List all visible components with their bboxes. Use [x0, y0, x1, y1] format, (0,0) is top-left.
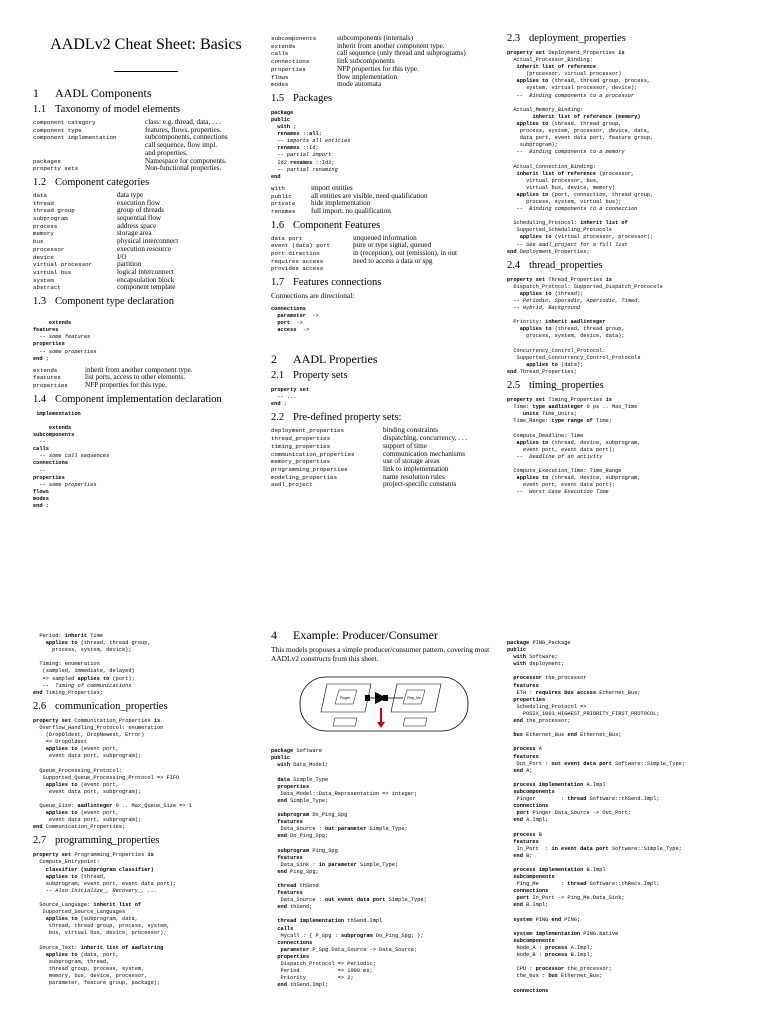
term-cell: data [33, 191, 47, 199]
term-cell: private [271, 200, 296, 208]
description-cell: in (reception), out (emission), in out [353, 249, 457, 258]
section-title: Taxonomy of model elements [55, 104, 180, 115]
package-keywords-table [271, 185, 428, 216]
description-cell: support of time [383, 441, 427, 450]
section-title: Features connections [293, 277, 382, 289]
categories-table [33, 192, 178, 292]
description-cell: unqueued information [353, 233, 417, 242]
title-rule [114, 71, 178, 72]
term-cell [33, 142, 145, 150]
description-cell: I/O [117, 252, 127, 261]
term-cell: timing_properties [271, 442, 331, 450]
section-number: 1.2 [33, 176, 47, 188]
term-cell: thread [33, 199, 54, 207]
deployment-properties-code: property set Deployment_Properties is Actual_Processor_Binding: inherit list of reference (processor, virtual processor) applies to (thread, thread group, process, system, virtual processor, device); -- Binding components to a processor Actual_Memory_Binding: inherit list of reference (memory) applies to (thread, thread group, process, system, processor, device, data, data port, event data port, feature group, subprogram); -- Binding components to a memory Actual_Connection_Binding: inherit list of reference (processor, virtual processor, bus, virtual bus, device, memory) applies to (port, connection, thread group, process, system, virtual bus); -- Binding components to a connection Scheduling_Protocol: inherit list of Supported_Scheduling_Protocols applies to (virtual processor, processor); -- See aadl_project for a full list end Deployment_Properties; [507, 50, 654, 255]
predefined-property-sets-table [271, 427, 467, 489]
features-table [271, 235, 457, 274]
thread-properties-code: property set Thread_Properties is Dispatch_Protocol: Supported_Dispatch_Protocols applies to (thread); -- Periodic, Sporadic, Aperiodic, Timed, -- Hybrid, Background Priority: inherit aadlinteger applies to (thread, thread group, process, system, device, data); Concurrency_Control_Protocol: Supported_Concurrency_Control_Protocols applies to (data); end Thread_Properties; [507, 276, 663, 375]
term-cell [33, 150, 145, 158]
description-cell: and properties. [145, 148, 188, 157]
section-1-4-heading [33, 394, 259, 406]
page1-column3 [507, 33, 741, 565]
section-2-5-heading [507, 380, 741, 392]
taxonomy-table [33, 119, 228, 173]
term-cell: renames [271, 207, 296, 215]
section-number: 2.4 [507, 259, 521, 271]
section-2-1-heading [271, 370, 497, 382]
description-cell: Namespace for components. [145, 156, 227, 165]
section-1-6-heading [271, 220, 497, 232]
description-cell: data type [117, 190, 144, 199]
description-cell: Non-functional properties. [145, 164, 222, 173]
page2-column2 [271, 628, 497, 1024]
description-cell: dispatching, concurrency, . . . [383, 434, 468, 443]
term-cell: subcomponents [271, 35, 317, 42]
ping-me-label: Ping_Me [407, 696, 421, 701]
ping-package-code: package PING_Package public with Software; with deployment; processor the_processor features ETH : requires bus access Ethernet_Bus; properties Scheduling_Protocol => POSIX_1003_HIGHEST_PRIORITY_FIRST_PROTOCOL; end the_processor; bus Ethernet_Bus end Ethernet_Bus; process A features Out_Port : out event data port Software::Simple_Type; end A; process implementation A.Impl subcomponents Pinger : thread Software::thSend.Impl; connections port Pinger.Data_Source -> Out_Port; end A.Impl; process B features In_Port : in event data port Software::Simple_Type; end B; process implementation B.Impl subcomponents Ping_Me : thread Software::thRecv.Impl; connections port In_Port -> Ping_Me.Data_Sink; end B.Impl; system PING end PING; system implementation PING.Native subcomponents Node_A : process A.Impl; Node_B : process B.Impl; CPU : processor the_processor; the_bus : bus Ethernet_Bus; connections [507, 640, 686, 994]
description-cell: physical interconnect [117, 237, 179, 246]
example-intro: This models proposes a simple producer/consumer pattern, covering most AADLv2 constructs from this sheet. [271, 645, 490, 663]
section-1-heading [33, 86, 259, 100]
term-cell: component implementation [33, 134, 117, 142]
producer-consumer-diagram [299, 674, 469, 734]
term-cell: calls [271, 50, 289, 58]
table-row [33, 215, 178, 223]
description-cell: communication mechanisms [383, 449, 466, 458]
term-cell: communication_properties [271, 450, 355, 458]
section-2-6-heading [33, 701, 259, 713]
term-cell: modeling_properties [271, 473, 338, 481]
document-title: AADLv2 Cheat Sheet: Basics [50, 36, 242, 53]
section-1-5-heading [271, 93, 497, 105]
property-set-code: property set -- ... end ; [271, 387, 310, 408]
table-row [271, 81, 466, 89]
description-cell: class: e.g. thread, data, . . . [145, 118, 222, 126]
table-row [33, 246, 178, 254]
table-row [33, 165, 228, 173]
connections-code: connections parameter -> port -> access -> [271, 305, 322, 334]
description-cell: list ports, access to other elements. [85, 373, 186, 382]
out-port-marker [365, 695, 370, 701]
section-number: 2 [271, 352, 277, 367]
term-cell: virtual bus [33, 268, 72, 276]
term-cell: bus [33, 238, 44, 246]
table-row [33, 254, 178, 262]
term-cell: programming_properties [271, 465, 348, 473]
term-cell: aadl_project [271, 481, 313, 489]
term-cell: component category [33, 119, 96, 126]
description-cell: need to access a data or spg [353, 256, 433, 265]
description-cell: all entities are visible, need qualification [311, 191, 428, 200]
term-cell: process [33, 222, 58, 230]
description-cell: encapsulation block [117, 275, 175, 284]
section-title: communication_properties [55, 700, 168, 712]
section-number: 2.1 [271, 370, 285, 382]
section-title: Component type declaration [55, 296, 174, 308]
table-row [33, 223, 178, 231]
section-1-3-heading [33, 296, 259, 308]
implementation-declaration-code: implementation extends subcomponents -- calls -- some call sequences connections -- properties -- some properties flows modes end ; [33, 410, 110, 510]
description-cell: address space [117, 221, 157, 230]
description-cell: subcomponents (internals) [337, 34, 414, 42]
term-cell: component type [33, 126, 82, 134]
term-cell: connections [271, 58, 310, 66]
term-cell: with [271, 184, 285, 192]
section-1-7-heading [271, 277, 497, 289]
section-title: Component Features [293, 219, 381, 231]
section-number: 2.5 [507, 380, 521, 392]
description-cell: component template [117, 283, 176, 292]
type-declaration-code: extends features -- some features properties -- some properties end ; [33, 320, 97, 362]
table-row [33, 284, 178, 292]
section-title: Property sets [293, 370, 348, 382]
processor-a-shape [333, 718, 357, 726]
section-2-heading [271, 352, 497, 366]
description-cell: NFP properties for this type. [337, 64, 419, 73]
section-number: 2.6 [33, 700, 47, 712]
description-cell: sequential flow [117, 214, 162, 223]
pinger-label: Pinger [339, 696, 351, 701]
section-number: 2.3 [507, 33, 521, 44]
type-keywords-table [33, 367, 193, 390]
section-number: 1 [33, 86, 39, 100]
description-cell: execution resource [117, 244, 172, 253]
section-title: Example: Producer/Consumer [293, 628, 438, 642]
term-cell: extends [33, 366, 58, 374]
section-title: Pre-defined property sets: [293, 412, 402, 424]
timing-properties-code-continued: Period: inherit Time applies to (thread, thread group, process, system, device); Timing: enumeration (sampled, immediate, delayed) => sampled applies to (port); -- Timing of communications end Timing_Properties; [33, 633, 151, 696]
term-cell: properties [33, 382, 68, 390]
table-row [33, 142, 228, 150]
term-cell: extends [271, 42, 296, 50]
page2-column1 [33, 628, 259, 1024]
programming-properties-code: property set Programming_Properties is Compute_Entrypoint: classifier (subprogram classifier) applies to (thread, subprogram, event port, event data port); -- Also Initialize_, Recovery_, ... Source_Language: inherit list of Supported_Source_Languages applies to (subprogram, data, thread, thread group, process, system, bus, virtual bus, device, processor); Source_Text: inherit list of aadlstring applies to (data, port, subprogram, thread, thread group, process, system, memory, bus, device, processor, parameter, feature group, package); [33, 852, 177, 987]
description-cell: partition [117, 260, 142, 269]
in-port-marker [383, 695, 388, 701]
description-cell: import entities [311, 183, 353, 192]
software-package-code: package Software public with Data_Model; data Simple_Type properties Data_Model::Data_Representation => integer; end Simple_Type; subprogram Do_Ping_Spg features Data_Source : out parameter Simple_Type; end Do_Ping_Spg; subprogram Ping_Spg features Data_Sink : in parameter Simple_Type; end Ping_Spg; thread thSend features Data_Source : out event data port Simple_Type; end thSend; thread implementation thSend.Impl calls Mycall : { P_Spg : subprogram Do_Ping_Spg; }; connections parameter P_Spg.Data_Source -> Data_Source; properties Dispatch_Protocol => Periodic; Period => 1000 ms; Priority => 2; end thSend.Impl; [271, 748, 427, 989]
term-cell: subprogram [33, 215, 68, 223]
term-cell: processor [33, 245, 65, 253]
description-cell: storage area [117, 229, 152, 238]
term-cell: memory_properties [271, 458, 331, 466]
description-cell: call sequence (only thread and subprograms) [337, 49, 466, 58]
term-cell: device [33, 253, 54, 261]
description-cell: pure or type signal, queued [353, 241, 432, 250]
description-cell: mode automata [337, 80, 382, 89]
timing-properties-code: property set Timing_Properties is Time: type aadlinteger 0 ps .. Max_Time units Time_Units; Time_Range: type range of Time; Compute_Deadline: Time applies to (thread, device, subprogram, event port, event data port); -- Deadline of an activity Compute_Execution_Time: Time_Range applies to (thread, device, subprogram, event port, event data port); -- Worst Case Execution Time [507, 397, 641, 496]
description-cell: link subcomponents [337, 57, 395, 66]
section-title: AADL Components [55, 86, 152, 100]
section-title: Packages [293, 92, 333, 104]
term-cell: virtual processor [33, 261, 93, 269]
description-cell: features, flows, properties. [145, 125, 222, 134]
term-cell: event (data) port [271, 242, 331, 250]
description-cell: link to implementation [383, 464, 449, 473]
section-2-3-heading [507, 33, 741, 45]
term-cell: memory [33, 230, 54, 238]
table-row [271, 208, 428, 216]
section-title: deployment_properties [529, 33, 626, 44]
connections-intro: Connections are directional: [271, 291, 355, 301]
page1-column1 [33, 33, 259, 565]
section-title: AADL Properties [293, 352, 378, 367]
section-number: 4 [271, 628, 277, 642]
section-number: 1.5 [271, 92, 285, 104]
section-number: 2.2 [271, 412, 285, 424]
section-title: Component implementation declaration [55, 393, 222, 405]
term-cell: properties [271, 65, 306, 73]
description-cell [353, 265, 457, 273]
description-cell: inherit from another component type. [85, 365, 193, 374]
description-cell: project-specific constants [383, 480, 457, 489]
section-2-4-heading [507, 260, 741, 272]
description-cell: call sequence, flow impl. [145, 141, 218, 150]
section-number: 1.3 [33, 296, 47, 308]
term-cell: thread_properties [271, 435, 331, 443]
communication-properties-code: property set Communication_Properties is Overflow_Handling_Protocol: enumeration (DropOldest, DropNewest, Error) => DropOldest applies to (event port, event data port, subprogram); Queue_Processing_Protocol: Supported_Queue_Processing_Protocol => FIFO applies to (event port, event data port, subprogram); Queue_Size: aadlinteger 0 .. Max_Queue_Size => 1 applies to (event port, event data port, subprogram); end Communication_Properties; [33, 717, 192, 831]
section-number: 1.7 [271, 277, 285, 289]
processor-b-shape [403, 718, 427, 726]
description-cell: hide implementation [311, 199, 371, 208]
description-cell: full import, no qualification [311, 206, 391, 215]
section-2-2-heading [271, 412, 497, 424]
term-cell: provides access [271, 265, 324, 273]
section-1-1-heading [33, 104, 259, 116]
section-title: thread_properties [529, 259, 603, 271]
table-row [33, 382, 193, 390]
description-cell: logical interconnect [117, 267, 174, 276]
page2-column3 [507, 628, 741, 1024]
section-number: 2.7 [33, 835, 47, 847]
description-cell: NFP properties for this type. [85, 381, 167, 390]
page1-column2 [271, 33, 497, 565]
description-cell: group of threads [117, 206, 165, 215]
description-cell: execution flow [117, 198, 160, 207]
table-row [271, 258, 457, 266]
description-cell: flow implementation [337, 72, 398, 81]
term-cell: data port [271, 234, 303, 242]
section-1-2-heading [33, 177, 259, 189]
term-cell: abstract [33, 284, 61, 292]
table-row [271, 481, 467, 489]
description-cell: inherit from another component type. [337, 41, 445, 50]
section-number: 1.4 [33, 393, 47, 405]
term-cell: deployment_properties [271, 427, 345, 435]
package-code: package public with ; renames ::all; -- imports all entities renames ::Id; -- partial import Id2 renames ::Id2; -- partial renaming end [271, 109, 351, 180]
description-cell: subcomponents, connections [145, 133, 228, 142]
section-number: 1.1 [33, 104, 47, 115]
section-title: programming_properties [55, 835, 160, 847]
section-4-heading [271, 628, 497, 642]
description-cell: use of storage areas [383, 457, 440, 466]
term-cell: thread group [33, 207, 75, 215]
section-number: 1.6 [271, 219, 285, 231]
description-cell: binding constraints [383, 426, 438, 435]
term-cell: public [271, 192, 292, 200]
term-cell: packages [33, 157, 61, 165]
section-title: Component categories [55, 176, 150, 188]
table-row [271, 435, 467, 443]
term-cell: requires access [271, 257, 324, 265]
section-2-7-heading [33, 835, 259, 847]
term-cell: property sets [33, 165, 79, 173]
table-row [271, 265, 457, 273]
term-cell: modes [271, 81, 289, 89]
section-title: timing_properties [529, 380, 604, 392]
term-cell: port direction [271, 250, 320, 258]
term-cell: flows [271, 73, 289, 81]
description-cell: name resolution rules [383, 472, 445, 481]
term-cell: features [33, 374, 61, 382]
implementation-keywords-table [271, 35, 466, 89]
term-cell: system [33, 276, 54, 284]
